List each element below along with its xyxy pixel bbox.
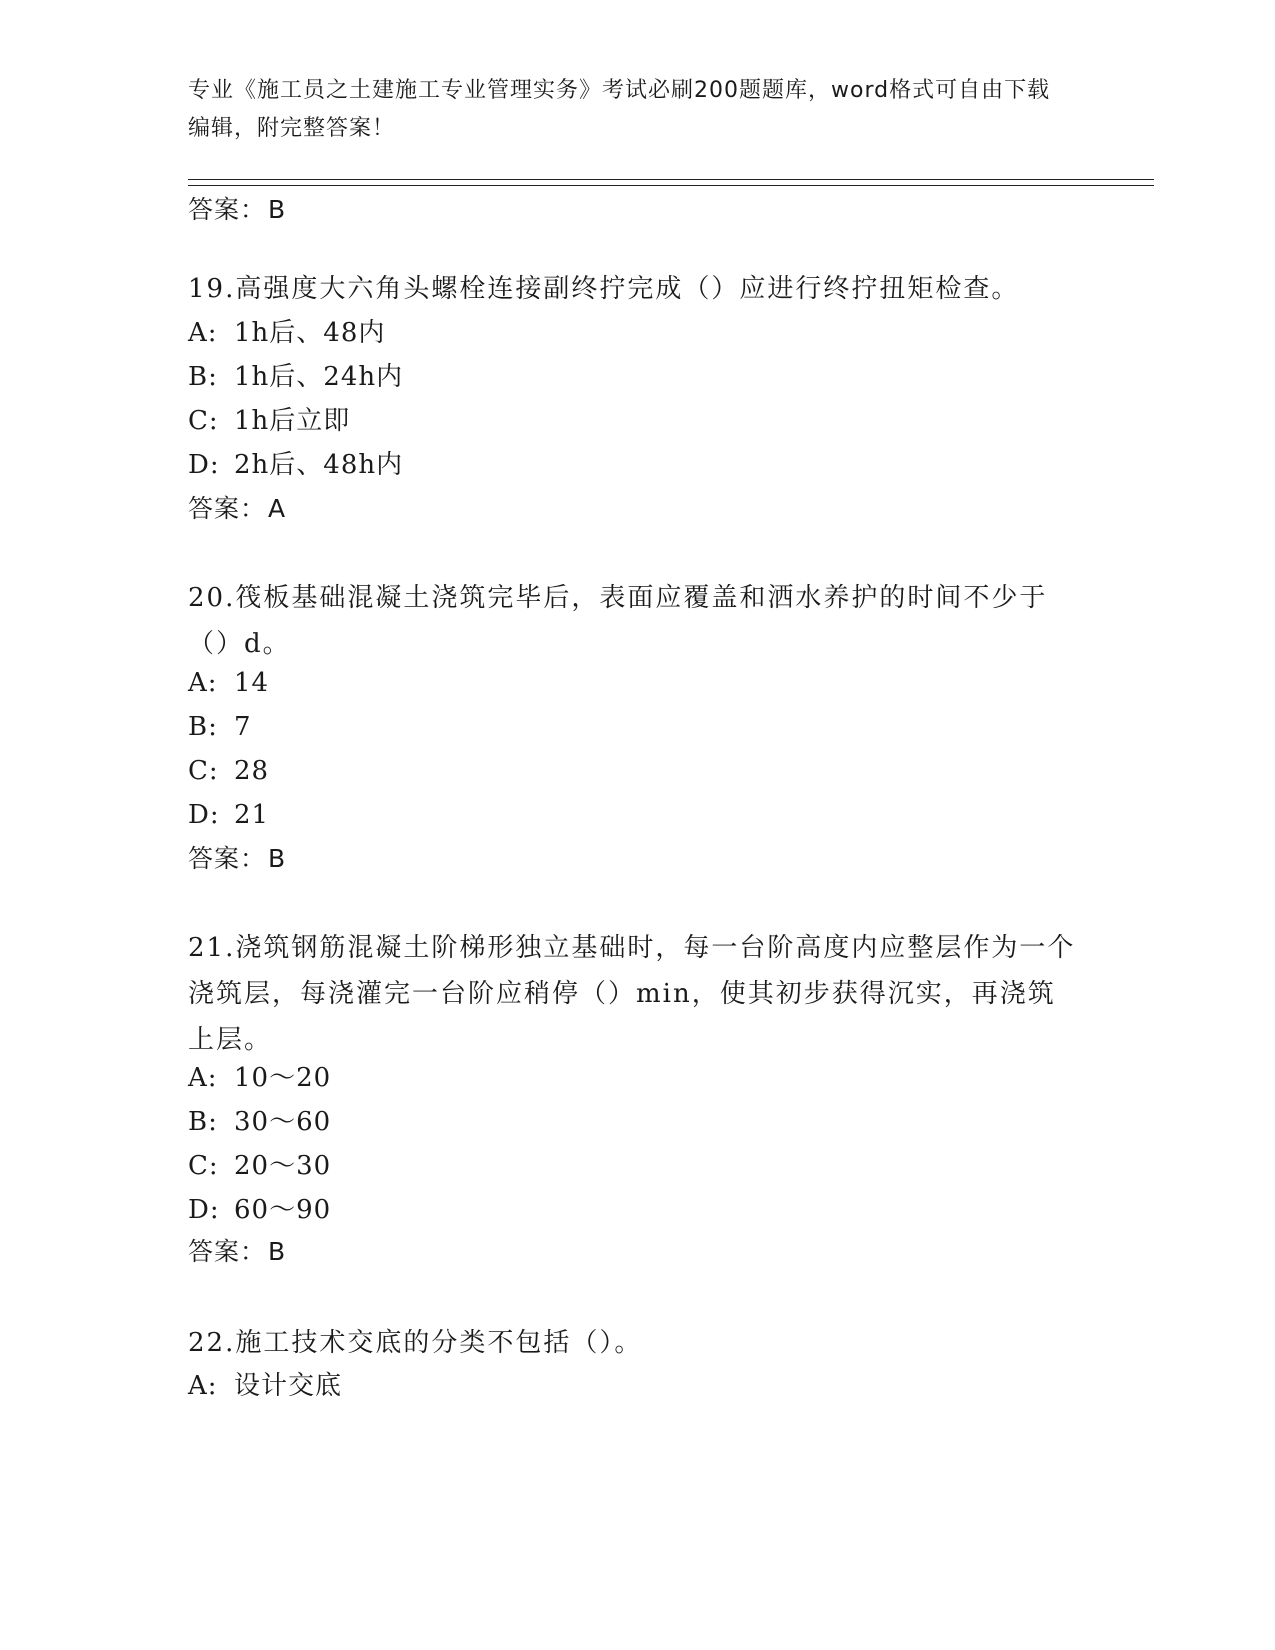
option <box>188 445 403 485</box>
option-letter: A: <box>188 668 218 698</box>
answer-line <box>188 489 286 529</box>
option-letter: A: <box>188 318 218 348</box>
option-text: 2h后、48h内 <box>234 450 404 480</box>
option-text: 7 <box>234 712 252 742</box>
answer-label: 答案： <box>188 844 267 873</box>
option-letter: C: <box>188 1151 219 1181</box>
answer-label: 答案： <box>188 1237 267 1266</box>
answer-value: A <box>268 494 287 523</box>
option-text: 1h后、24h内 <box>234 362 404 392</box>
option-letter: C: <box>188 406 219 436</box>
answer-line <box>188 839 286 879</box>
option <box>188 357 403 397</box>
option-letter: B: <box>188 1107 218 1137</box>
option <box>188 795 269 835</box>
option-text: 1h后、48内 <box>234 318 386 348</box>
option <box>188 1058 331 1098</box>
option-letter: D: <box>188 800 220 830</box>
question-stem: 21.浇筑钢筋混凝土阶梯形独立基础时，每一台阶高度内应整层作为一个浇筑层，每浇灌完一台阶应稍停（）min，使其初步获得沉实，再浇筑上层。 <box>188 933 1076 1055</box>
header-divider <box>188 179 1154 180</box>
option-letter: B: <box>188 712 218 742</box>
option-letter: A: <box>188 1371 218 1401</box>
answer-line <box>188 190 286 230</box>
header-divider-second <box>188 185 1154 186</box>
answer-label: 答案： <box>188 195 267 224</box>
option <box>188 1102 331 1142</box>
option-text: 14 <box>234 668 270 698</box>
option <box>188 1146 331 1186</box>
option-letter: A: <box>188 1063 218 1093</box>
option-letter: D: <box>188 1195 220 1225</box>
option <box>188 401 350 441</box>
option-letter: B: <box>188 362 218 392</box>
answer-value: B <box>268 195 287 224</box>
question-stem: 19.高强度大六角头螺栓连接副终拧完成（）应进行终拧扭矩检查。 <box>188 274 1020 304</box>
question-stem: 22.施工技术交底的分类不包括（）。 <box>188 1328 643 1358</box>
option-text: 设计交底 <box>234 1371 343 1401</box>
option <box>188 707 252 747</box>
option-text: 60～90 <box>234 1195 332 1225</box>
answer-line <box>188 1232 286 1272</box>
option <box>188 1190 331 1230</box>
option <box>188 751 269 791</box>
option-text: 1h后立即 <box>234 406 351 436</box>
option-text: 20～30 <box>234 1151 332 1181</box>
option-letter: D: <box>188 450 220 480</box>
option-letter: C: <box>188 756 219 786</box>
option-text: 10～20 <box>234 1063 332 1093</box>
answer-value: B <box>268 1237 287 1266</box>
option <box>188 313 385 353</box>
option <box>188 1366 342 1406</box>
option-text: 30～60 <box>234 1107 332 1137</box>
option <box>188 663 269 703</box>
answer-label: 答案： <box>188 494 267 523</box>
question-stem: 20.筏板基础混凝土浇筑完毕后，表面应覆盖和洒水养护的时间不少于（）d。 <box>188 583 1048 659</box>
option-text: 28 <box>234 756 270 786</box>
document-header: 专业《施工员之土建施工专业管理实务》考试必刷200题题库，word格式可自由下载编辑，附完整答案！ <box>188 78 1051 141</box>
option-text: 21 <box>234 800 270 830</box>
answer-value: B <box>268 844 287 873</box>
